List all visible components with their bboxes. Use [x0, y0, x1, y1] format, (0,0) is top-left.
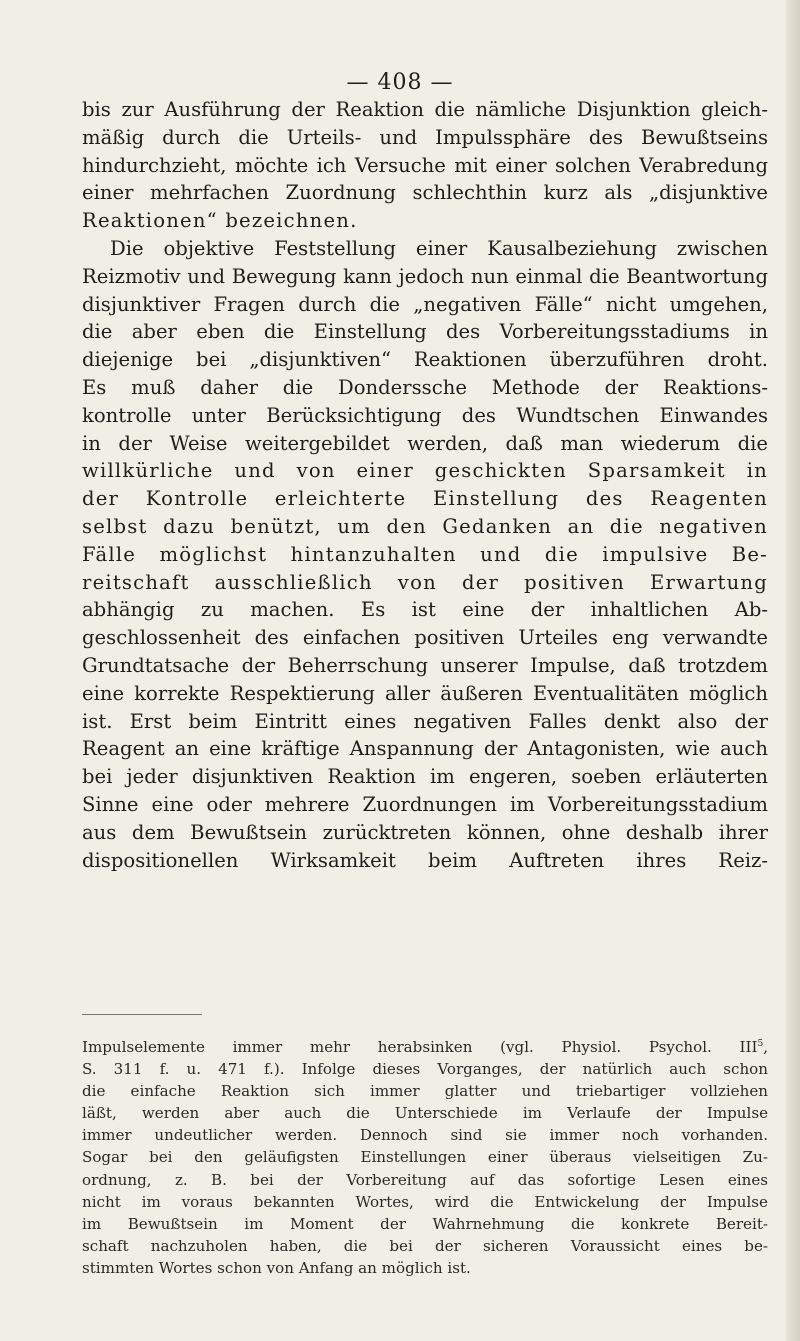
text-line: Fälle möglichst hintanzuhalten und die impulsive Be-: [82, 542, 768, 566]
footnote-rule: [82, 1014, 202, 1015]
text-line: mäßig durch die Urteils- und Impulssphäre des Bewußtseins: [82, 125, 768, 149]
text-line: einer mehrfachen Zuordnung schlechthin kurz als „disjunktive: [82, 181, 768, 205]
text-line: abhängig zu machen. Es ist eine der inhaltlichen Ab-: [82, 598, 768, 622]
text-line: Reaktionen“ bezeichnen.: [82, 209, 358, 233]
text-line: bei jeder disjunktiven Reaktion im engeren, soeben erläuterten: [82, 765, 768, 789]
text-line: geschlossenheit des einfachen positiven Urteiles eng verwandte: [82, 626, 768, 650]
footnote-line: nicht im voraus bekannten Wortes, wird die Entwickelung der Impulse: [82, 1192, 768, 1211]
text-line: selbst dazu benützt, um den Gedanken an die negativen: [82, 514, 768, 538]
text-line: aus dem Bewußtsein zurücktreten können, ohne deshalb ihrer: [82, 820, 768, 844]
text-line: in der Weise weitergebildet werden, daß man wiederum die: [82, 431, 768, 455]
main-text: [82, 96, 768, 874]
footnote-line: S. 311 f. u. 471 f.). Infolge dieses Vorganges, der natürlich auch schon: [82, 1060, 768, 1079]
footnote-superscript: 5: [757, 1038, 764, 1049]
footnote-line: immer undeutlicher werden. Dennoch sind sie immer noch vorhanden.: [82, 1126, 768, 1145]
text-line: die aber eben die Einstellung des Vorbereitungsstadiums in: [82, 320, 768, 344]
text-line: Es muß daher die Donderssche Methode der Reaktions-: [82, 375, 768, 399]
text-line: eine korrekte Respektierung aller äußeren Eventualitäten möglich: [82, 681, 768, 705]
text-line: willkürliche und von einer geschickten Sparsamkeit in: [82, 459, 768, 483]
text-line: Reizmotiv und Bewegung kann jedoch nun einmal die Beantwortung: [82, 264, 768, 288]
text-line: Grundtatsache der Beherrschung unserer Impulse, daß trotzdem: [82, 653, 768, 677]
footnote: [82, 1036, 768, 1279]
text-line: dispositionellen Wirksamkeit beim Auftreten ihres Reiz-: [82, 848, 768, 872]
text-line: Reagent an eine kräftige Anspannung der Antagonisten, wie auch: [82, 737, 768, 761]
text-line: diejenige bei „disjunktiven“ Reaktionen überzuführen droht.: [82, 348, 768, 372]
footnote-text: Impulselemente immer mehr herabsinken (vgl. Physiol. Psychol. III: [82, 1038, 758, 1056]
page-edge: [786, 0, 800, 1341]
text-line: ist. Erst beim Eintritt eines negativen Falles denkt also der: [82, 709, 768, 733]
footnote-line: stimmten Wortes schon von Anfang an möglich ist.: [82, 1258, 471, 1277]
footnote-line: im Bewußtsein im Moment der Wahrnehmung die konkrete Bereit-: [82, 1214, 768, 1233]
footnote-line: Sogar bei den geläufigsten Einstellungen einer überaus vielseitigen Zu-: [82, 1148, 768, 1167]
page-number: — 408 —: [346, 70, 454, 95]
footnote-line: läßt, werden aber auch die Unterschiede im Verlaufe der Impulse: [82, 1104, 768, 1123]
text-line: kontrolle unter Berücksichtigung des Wundtschen Einwandes: [82, 403, 768, 427]
text-line: disjunktiver Fragen durch die „negativen Fälle“ nicht umgehen,: [82, 292, 768, 316]
text-line: reitschaft ausschließlich von der positiven Erwartung: [82, 570, 768, 594]
text-line: der Kontrolle erleichterte Einstellung des Reagenten: [82, 487, 768, 511]
footnote-line: die einfache Reaktion sich immer glatter und triebartiger vollziehen: [82, 1082, 768, 1101]
footnote-text: ,: [763, 1038, 768, 1056]
text-line: Sinne eine oder mehrere Zuordnungen im Vorbereitungsstadium: [82, 792, 768, 816]
text-line: bis zur Ausführung der Reaktion die nämliche Disjunktion gleich-: [82, 98, 768, 121]
text-line: hindurchzieht, möchte ich Versuche mit einer solchen Verabredung: [82, 153, 768, 177]
footnote-line: [82, 1036, 768, 1058]
footnote-line: schaft nachzuholen haben, die bei der sicheren Voraussicht eines be-: [82, 1236, 768, 1255]
footnote-line: ordnung, z. B. bei der Vorbereitung auf das sofortige Lesen eines: [82, 1170, 768, 1189]
text-line: Die objektive Feststellung einer Kausalbeziehung zwischen: [110, 236, 768, 260]
